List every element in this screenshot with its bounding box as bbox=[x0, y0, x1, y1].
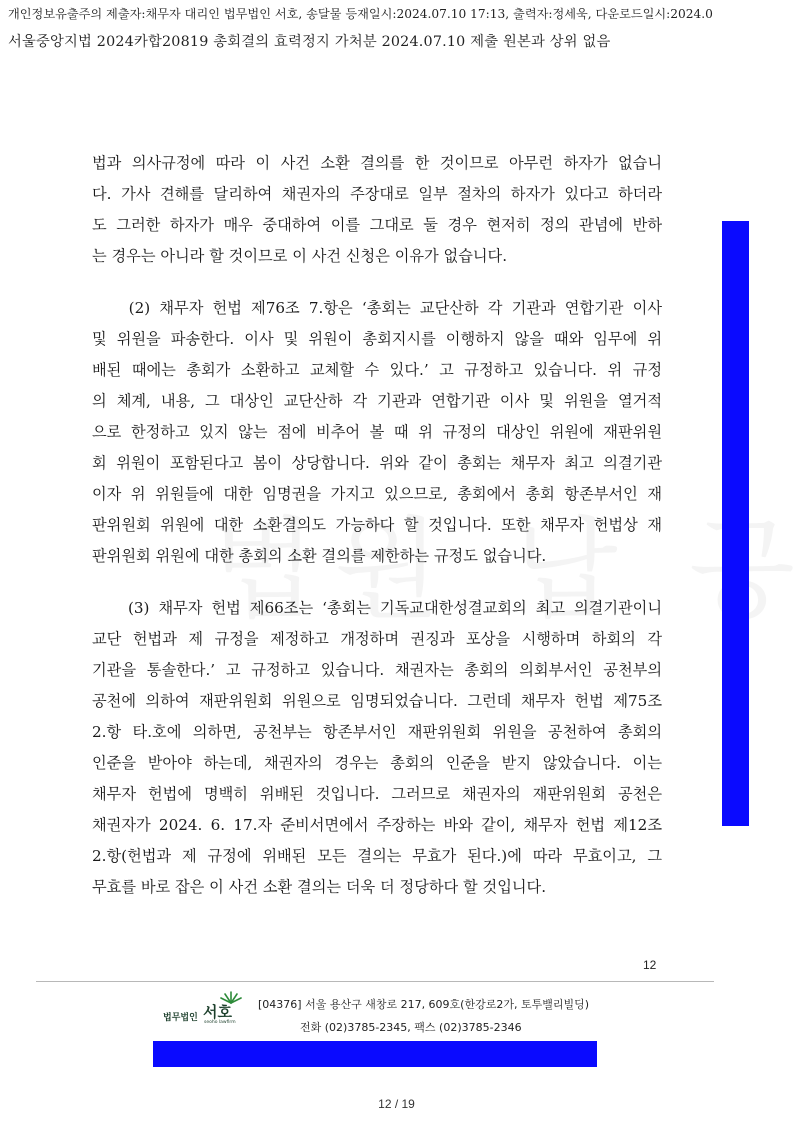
text-line: 채무자 헌법에 명백히 위배된 것입니다. 그러므로 채권자의 재판위원회 공천은 bbox=[92, 785, 662, 803]
text-line: 이자 위 위원들에 대한 임명권을 가지고 있으므로, 총회에서 총회 항존부서인 재 bbox=[92, 485, 662, 503]
paragraph-3 bbox=[92, 593, 662, 903]
text-line: 기관을 통솔한다.’ 고 규정하고 있습니다. 채권자는 총회의 의회부서인 공천부의 bbox=[92, 661, 662, 679]
text-line: 는 경우는 아니라 할 것이므로 이 사건 신청은 이유가 없습니다. bbox=[92, 247, 508, 265]
text-line: 판위원회 위원에 대한 소환결의도 가능하다 할 것입니다. 또한 채무자 헌법상 재 bbox=[92, 516, 662, 534]
text-line: 으로 한정하고 있지 않는 점에 비추어 볼 때 위 규정의 대상인 위원에 재판위원 bbox=[92, 423, 662, 441]
text-line: 의 체계, 내용, 그 대상인 교단산하 각 기관과 연합기관 이사 및 위원을 열거적 bbox=[92, 392, 662, 410]
text-line: 교단 헌법과 제 규정을 제정하고 개정하며 권징과 포상을 시행하며 하회의 각 bbox=[92, 630, 662, 648]
document-body bbox=[92, 148, 662, 903]
text-line: 회 위원이 포함된다고 봄이 상당합니다. 위와 같이 총회는 채무자 최고 의결기관 bbox=[92, 454, 662, 472]
firm-address: [04376] 서울 용산구 새창로 217, 609호(한강로2가, 토투밸리빌딩) bbox=[258, 998, 590, 1011]
text-line: 2.항(헌법과 제 규정에 위배된 모든 결의는 무효가 된다.)에 따라 무효이고, 그 bbox=[92, 847, 662, 865]
text-line: 2.항 타.호에 의하면, 공천부는 항존부서인 재판위원회 위원을 공천하여 총회의 bbox=[92, 723, 662, 741]
law-firm-logo bbox=[163, 990, 243, 1026]
text-line: 도 그러한 하자가 매우 중대하여 이를 그대로 둘 경우 현저히 정의 관념에 반하 bbox=[92, 216, 662, 234]
text-line: 인준을 받아야 하는데, 채권자의 경우는 총회의 인준을 받지 않았습니다. 이는 bbox=[92, 754, 662, 772]
paragraph-2 bbox=[92, 293, 662, 572]
text-line: 및 위원을 파송한다. 이사 및 위원이 총회지시를 이행하지 않을 때와 임무에 위 bbox=[92, 330, 662, 348]
text-line: 배된 때에는 총회가 소환하고 교체할 수 있다.’ 고 규정하고 있습니다. 위 규정 bbox=[92, 361, 662, 379]
firm-phone-fax: 전화 (02)3785-2345, 팩스 (02)3785-2346 bbox=[300, 1021, 522, 1034]
footer-divider bbox=[36, 981, 714, 982]
logo-firm-name: 서호 bbox=[203, 1003, 232, 1021]
text-line: 판위원회 위원에 대한 총회의 소환 결의를 제한하는 규정도 없습니다. bbox=[92, 547, 547, 565]
text-line: 법과 의사규정에 따라 이 사건 소환 결의를 한 것이므로 아무런 하자가 없습니 bbox=[92, 154, 662, 172]
text-line: 공천에 의하여 재판위원회 위원으로 임명되었습니다. 그런데 채무자 헌법 제75조 bbox=[92, 692, 662, 710]
text-line: 다. 가사 견해를 달리하여 채권자의 주장대로 일부 절차의 하자가 있다고 하더라 bbox=[92, 185, 662, 203]
text-line: (2) 채무자 헌법 제76조 7.항은 ‘총회는 교단산하 각 기관과 연합기관 이사 bbox=[92, 299, 662, 317]
redaction-bar-side bbox=[722, 221, 749, 826]
text-line: 채권자가 2024. 6. 17.자 준비서면에서 주장하는 바와 같이, 채무자 헌법 제12조 bbox=[92, 816, 662, 834]
text-line: (3) 채무자 헌법 제66조는 ‘총회는 기독교대한성결교회의 최고 의결기관이니 bbox=[92, 599, 662, 617]
text-line: 무효를 바로 잡은 이 사건 소환 결의는 더욱 더 정당하다 할 것입니다. bbox=[92, 878, 547, 896]
paragraph-1 bbox=[92, 148, 662, 272]
page-counter: 12 / 19 bbox=[378, 1097, 415, 1111]
logo-firm-subtitle: seoho lawfirm bbox=[204, 1020, 236, 1025]
header-case-line: 서울중앙지법 2024카합20819 총회결의 효력정지 가처분 2024.07.10 제출 원본과 상위 없음 bbox=[8, 34, 611, 50]
page-number: 12 bbox=[643, 958, 657, 972]
logo-firm-type: 법무법인 bbox=[163, 1013, 198, 1023]
redaction-bar-footer bbox=[153, 1041, 597, 1067]
header-meta-line: 개인정보유출주의 제출자:채무자 대리인 법무법인 서호, 송달물 등재일시:2024.07.10 17:13, 출력자:정세욱, 다운로드일시:2024.0 bbox=[8, 7, 713, 21]
